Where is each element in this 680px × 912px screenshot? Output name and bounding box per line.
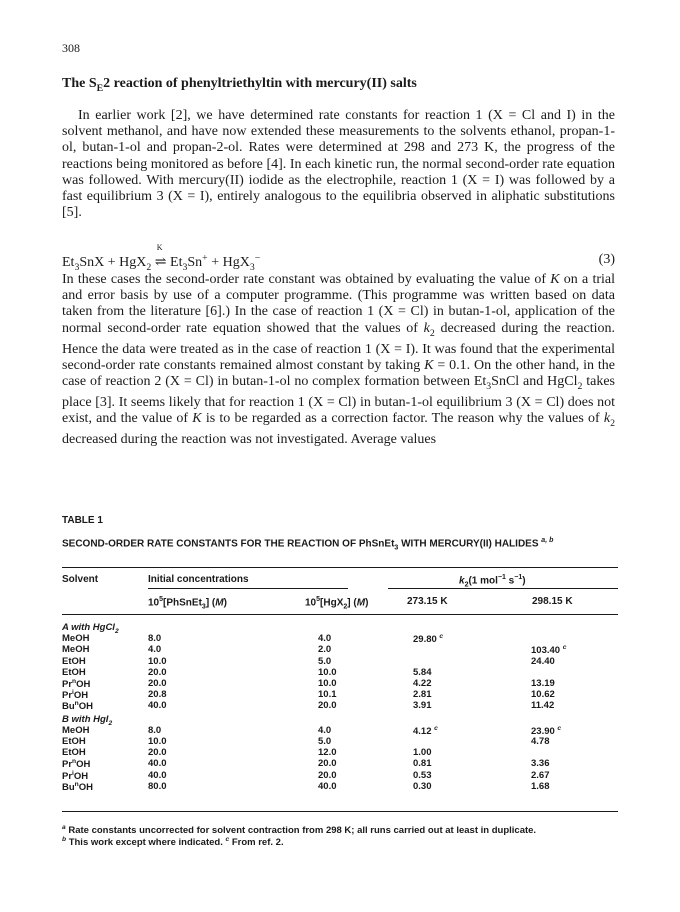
page-number: 308 xyxy=(62,41,80,55)
cell-k2-298k: 23.90 $^c$ xyxy=(531,724,562,737)
cell-phsnet3-conc: 8.0 xyxy=(148,633,162,645)
table-row xyxy=(62,667,618,678)
header-sub-rule-conc xyxy=(148,588,348,589)
paragraph-2: In these cases the second-order rate constant was obtained by evaluating the value of K on a trial and error basis by use of a computer programme. (This programme was written based on data taken from the literature [6].) In the case of reaction 1 (X = Cl) in butan-1-ol, application of the normal second-order rate equation showed that the values of $k_2$ decreased during the reaction. Hence the data were treated as in the case of reaction 1 (X = I). It was found that the experimental second-order rate constants remained almost constant by taking K = 0.1. On the other hand, in the case of reaction 2 (X = Cl) in butan-1-ol no complex formation between $Et_3SnCl$ and HgCl$_2$ takes place [3]. It seems likely that for reaction 1 (X = Cl) in butan-1-ol equilibrium 3 (X = Cl) does not exist, and the value of K is to be regarded as a correction factor. The reason why the values of $k_2$ decreased during the reaction was not investigated. Average values xyxy=(62,272,615,448)
table-row xyxy=(62,656,618,667)
cell-phsnet3-conc: 40.0 xyxy=(148,758,167,770)
cell-solvent: Pr$^i$OH xyxy=(62,689,89,702)
cell-phsnet3-conc: 10.0 xyxy=(148,655,167,667)
cell-hgx2-conc: 20.0 xyxy=(318,758,337,770)
cell-hgx2-conc: 4.0 xyxy=(318,724,332,736)
cell-k2-298k: 10.62 xyxy=(531,689,555,701)
table-row xyxy=(62,689,618,700)
cell-solvent: Pr$^n$OH xyxy=(62,678,91,691)
table-caption: SECOND-ORDER RATE CONSTANTS FOR THE REACTION OF PhSnEt$_3$ WITH MERCURY(II) HALIDES $^{a, b}$ xyxy=(62,537,554,552)
cell-solvent: Bu$^n$OH xyxy=(62,780,93,793)
equation-body: $Et_3SnX + HgX_2$ K ⇌ $Et_3Sn^+ + HgX_3^-$ xyxy=(62,242,261,273)
header-phsnet3: $10^5[PhSnEt_3]$ (M) xyxy=(148,596,227,611)
header-k2: $k_2(1$ mol$^{-1}$ $s^{-1}$) xyxy=(459,574,526,589)
cell-k2-273k: 5.84 xyxy=(413,666,432,678)
cell-phsnet3-conc: 20.0 xyxy=(148,666,167,678)
cell-solvent: MeOH xyxy=(62,644,90,656)
cell-phsnet3-conc: 8.0 xyxy=(148,724,162,736)
cell-hgx2-conc: 12.0 xyxy=(318,747,337,759)
table-row xyxy=(62,678,618,689)
cell-k2-273k: 4.22 xyxy=(413,678,432,689)
header-273k: 273.15 K xyxy=(407,596,448,607)
table-row xyxy=(62,770,618,781)
section-title: The $S_E2$ reaction of phenyltriethyltin with mercury(II) salts xyxy=(62,76,417,94)
cell-k2-298k: 13.19 xyxy=(531,678,555,689)
cell-k2-273k: 0.30 xyxy=(413,780,432,792)
cell-k2-298k: 24.40 xyxy=(531,655,555,667)
header-sub-rule-k2 xyxy=(388,588,618,589)
equation-number: (3) xyxy=(598,252,615,267)
cell-phsnet3-conc: 4.0 xyxy=(148,644,162,656)
table-label: TABLE 1 xyxy=(62,515,103,526)
cell-solvent: MeOH xyxy=(62,633,90,645)
table-row xyxy=(62,747,618,758)
paragraph-1: In earlier work [2], we have determined rate constants for reaction 1 (X = Cl and I) in the solvent methanol, and have now extended these measurements to the solvents ethanol, propan-1-ol, butan-1-ol and propan-2-ol. Rates were determined at 298 and 273 K, the progress of the reactions being monitored as before [4]. In each kinetic run, the normal second-order rate equation was followed. With mercury(II) iodide as the electrophile, reaction 1 (X = I) was followed by a fast equilibrium 3 (X = I), entirely analogous to the equilibria observed in aliphatic substitutions [5]. xyxy=(62,108,615,221)
cell-hgx2-conc: 2.0 xyxy=(318,644,332,656)
cell-k2-298k: 11.42 xyxy=(531,700,555,712)
cell-phsnet3-conc: 40.0 xyxy=(148,769,167,781)
table-group-label: A with HgCl$_2$ xyxy=(62,622,119,635)
cell-k2-273k: 3.91 xyxy=(413,700,432,712)
table-row xyxy=(62,781,618,792)
cell-solvent: EtOH xyxy=(62,736,86,747)
header-initial-concentrations: Initial concentrations xyxy=(148,574,249,585)
cell-phsnet3-conc: 10.0 xyxy=(148,736,167,747)
table-row xyxy=(62,633,618,644)
cell-hgx2-conc: 10.0 xyxy=(318,678,337,689)
cell-k2-273k: 2.81 xyxy=(413,689,432,701)
cell-hgx2-conc: 40.0 xyxy=(318,780,337,792)
table-row xyxy=(62,700,618,711)
cell-k2-273k: 0.53 xyxy=(413,769,432,781)
cell-k2-273k: 29.80 $^c$ xyxy=(413,633,444,646)
cell-k2-298k: 2.67 xyxy=(531,769,550,781)
table-footnote: $^b$ This work except where indicated. $^c$ From ref. 2. xyxy=(62,836,284,849)
cell-solvent: EtOH xyxy=(62,655,86,667)
cell-solvent: EtOH xyxy=(62,747,86,759)
table-row xyxy=(62,725,618,736)
cell-hgx2-conc: 20.0 xyxy=(318,700,337,712)
cell-k2-298k: 3.36 xyxy=(531,758,550,770)
cell-hgx2-conc: 5.0 xyxy=(318,736,332,747)
cell-solvent: EtOH xyxy=(62,666,86,678)
cell-k2-298k: 103.40 $^c$ xyxy=(531,644,567,657)
cell-hgx2-conc: 10.1 xyxy=(318,689,337,701)
table-row xyxy=(62,736,618,747)
cell-phsnet3-conc: 20.8 xyxy=(148,689,167,701)
table-row xyxy=(62,758,618,769)
cell-hgx2-conc: 20.0 xyxy=(318,769,337,781)
header-solvent: Solvent xyxy=(62,574,99,585)
cell-phsnet3-conc: 40.0 xyxy=(148,700,167,712)
cell-solvent: Bu$^n$OH xyxy=(62,700,93,713)
cell-hgx2-conc: 4.0 xyxy=(318,633,332,645)
cell-k2-273k: 0.81 xyxy=(413,758,432,770)
table-group-label: B with HgI$_2$ xyxy=(62,713,113,727)
cell-solvent: Pr$^n$OH xyxy=(62,758,91,771)
equation-3 xyxy=(62,242,615,273)
cell-k2-298k: 1.68 xyxy=(531,780,550,792)
table-row xyxy=(62,644,618,655)
cell-solvent: Pr$^i$OH xyxy=(62,769,89,782)
table-top-rule xyxy=(62,567,618,568)
table-bottom-rule xyxy=(62,811,618,812)
cell-solvent: MeOH xyxy=(62,724,90,736)
cell-k2-273k: 4.12 $^c$ xyxy=(413,724,438,737)
cell-hgx2-conc: 5.0 xyxy=(318,655,332,667)
header-bottom-rule xyxy=(62,614,618,615)
header-298k: 298.15 K xyxy=(532,596,573,607)
cell-k2-298k: 4.78 xyxy=(531,736,550,747)
table-footnote: $^a$ Rate constants uncorrected for solvent contraction from 298 K; all runs carried out at least in duplicate. xyxy=(62,824,537,837)
cell-phsnet3-conc: 80.0 xyxy=(148,780,167,792)
cell-phsnet3-conc: 20.0 xyxy=(148,747,167,759)
cell-hgx2-conc: 10.0 xyxy=(318,666,337,678)
cell-phsnet3-conc: 20.0 xyxy=(148,678,167,689)
cell-k2-273k: 1.00 xyxy=(413,747,432,759)
header-hgx2: $10^5[HgX_2]$ (M) xyxy=(305,596,369,611)
